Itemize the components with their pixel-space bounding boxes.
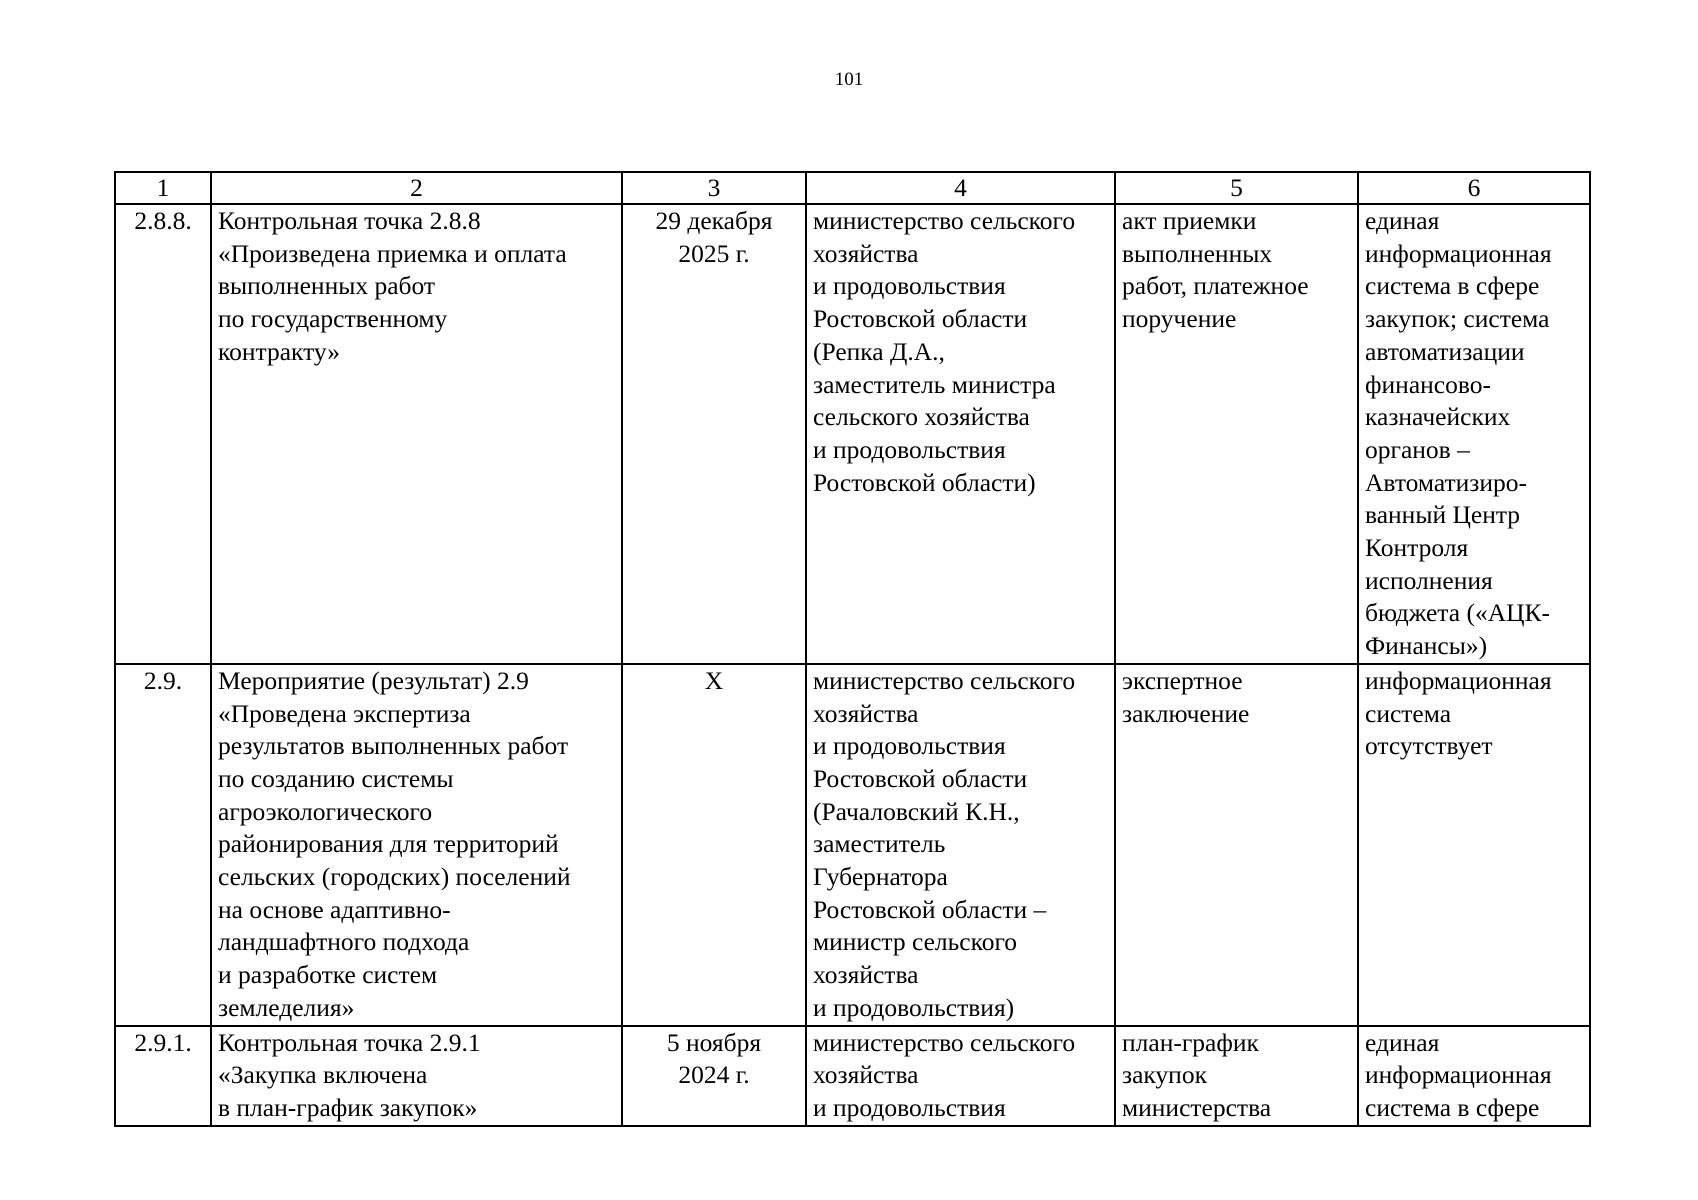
cell-text-line: система	[1365, 698, 1452, 728]
responsible-cell	[806, 664, 1115, 1026]
cell-text-line: и продовольствия	[813, 1092, 1006, 1122]
cell-text-line: земледелия»	[218, 992, 355, 1022]
cell-text-line: по созданию системы	[218, 763, 454, 793]
cell-text-line: Х	[704, 665, 724, 695]
column-header: 2	[211, 172, 622, 204]
cell-text-line: экспертное	[1122, 665, 1243, 695]
row-number-cell: 2.9.	[115, 664, 211, 1026]
cell-text-line: отсутствует	[1365, 731, 1493, 761]
table-row	[115, 204, 1590, 664]
cell-text-line: Автоматизиро-	[1365, 467, 1528, 497]
cell-text-line: поручение	[1122, 304, 1237, 334]
cell-text-line: 5 ноября	[666, 1027, 762, 1057]
table-row	[115, 664, 1590, 1026]
event-name-cell	[211, 664, 622, 1026]
cell-text-line: «Произведена приемка и оплата	[218, 238, 567, 268]
cell-text-line: в план-график закупок»	[218, 1092, 478, 1122]
cell-text-line: хозяйства	[813, 1060, 919, 1090]
cell-text-line: выполненных работ	[218, 271, 436, 301]
cell-text-line: финансово-	[1365, 369, 1491, 399]
cell-text-line: и продовольствия	[813, 271, 1006, 301]
cell-text-line: по государственному	[218, 304, 448, 334]
responsible-cell	[806, 1026, 1115, 1126]
cell-text-line: «Закупка включена	[218, 1060, 428, 1090]
cell-text-line: информационная	[1365, 665, 1552, 695]
cell-text-line: районирования для территорий	[218, 829, 559, 859]
document-cell	[1115, 664, 1358, 1026]
cell-text-line: система в сфере	[1365, 271, 1540, 301]
info-system-cell	[1358, 664, 1590, 1026]
cell-text-line: 2024 г.	[678, 1060, 750, 1090]
cell-text-line: министерство сельского	[813, 206, 1076, 235]
page-number: 101	[834, 69, 864, 90]
info-system-cell	[1358, 1026, 1590, 1126]
cell-text-line: автоматизации	[1365, 336, 1525, 366]
cell-text-line: бюджета («АЦК-	[1365, 598, 1551, 628]
cell-text-line: агроэкологического	[218, 796, 433, 826]
cell-text-line: информационная	[1365, 1060, 1552, 1090]
event-name-cell	[211, 1026, 622, 1126]
cell-text-line: заместитель	[813, 829, 946, 859]
cell-text-line: и разработке систем	[218, 960, 438, 990]
cell-text-line: министр сельского	[813, 927, 1018, 957]
cell-text-line: на основе адаптивно-	[218, 894, 451, 924]
cell-text-line: информационная	[1365, 238, 1552, 268]
cell-text-line: хозяйства	[813, 238, 919, 268]
table-row	[115, 1026, 1590, 1126]
cell-text-line: Губернатора	[813, 862, 948, 892]
cell-text-line: заключение	[1122, 698, 1250, 728]
cell-text-line: результатов выполненных работ	[218, 731, 569, 761]
row-number-cell: 2.8.8.	[115, 204, 211, 664]
cell-text-line: и продовольствия	[813, 731, 1006, 761]
cell-text-line: единая	[1365, 1027, 1440, 1057]
deadline-cell	[622, 664, 806, 1026]
cell-text-line: заместитель министра	[813, 369, 1056, 399]
column-header: 4	[806, 172, 1115, 204]
cell-text-line: министерство сельского	[813, 665, 1076, 695]
cell-text-line: система в сфере	[1365, 1092, 1540, 1122]
deadline-cell	[622, 204, 806, 664]
table-header-row	[115, 172, 1590, 204]
info-system-cell	[1358, 204, 1590, 664]
cell-text-line: хозяйства	[813, 698, 919, 728]
cell-text-line: и продовольствия)	[813, 992, 1015, 1022]
cell-text-line: Ростовской области –	[813, 894, 1047, 924]
cell-text-line: ландшафтного подхода	[218, 927, 470, 957]
cell-text-line: акт приемки	[1122, 206, 1257, 235]
event-name-cell	[211, 204, 622, 664]
cell-text-line: Финансы»)	[1365, 631, 1488, 661]
cell-text-line: 2025 г.	[678, 238, 750, 268]
column-header: 1	[115, 172, 211, 204]
cell-text-line: сельских (городских) поселений	[218, 862, 571, 892]
cell-text-line: министерство сельского	[813, 1027, 1076, 1057]
column-header: 5	[1115, 172, 1358, 204]
cell-text-line: ванный Центр	[1365, 500, 1521, 530]
cell-text-line: (Рачаловский К.Н.,	[813, 796, 1020, 826]
document-cell	[1115, 1026, 1358, 1126]
cell-text-line: закупок	[1122, 1060, 1207, 1090]
cell-text-line: исполнения	[1365, 565, 1493, 595]
cell-text-line: Ростовской области)	[813, 467, 1036, 497]
cell-text-line: министерства	[1122, 1092, 1272, 1122]
column-header: 3	[622, 172, 806, 204]
cell-text-line: 29 декабря	[655, 206, 773, 235]
cell-text-line: выполненных	[1122, 238, 1273, 268]
cell-text-line: «Проведена экспертиза	[218, 698, 471, 728]
schedule-table	[114, 171, 1591, 1127]
row-number-cell: 2.9.1.	[115, 1026, 211, 1126]
cell-text-line: сельского хозяйства	[813, 402, 1030, 432]
cell-text-line: хозяйства	[813, 960, 919, 990]
responsible-cell	[806, 204, 1115, 664]
cell-text-line: казначейских	[1365, 402, 1511, 432]
cell-text-line: Мероприятие (результат) 2.9	[218, 665, 529, 695]
cell-text-line: работ, платежное	[1122, 271, 1309, 301]
cell-text-line: единая	[1365, 206, 1440, 235]
cell-text-line: Контрольная точка 2.8.8	[218, 206, 481, 235]
cell-text-line: (Репка Д.А.,	[813, 336, 945, 366]
document-cell	[1115, 204, 1358, 664]
deadline-cell	[622, 1026, 806, 1126]
cell-text-line: органов –	[1365, 434, 1470, 464]
cell-text-line: Контрольная точка 2.9.1	[218, 1027, 481, 1057]
cell-text-line: план-график	[1122, 1027, 1259, 1057]
cell-text-line: закупок; система	[1365, 304, 1550, 334]
cell-text-line: Контроля	[1365, 533, 1469, 563]
cell-text-line: Ростовской области	[813, 304, 1028, 334]
cell-text-line: контракту»	[218, 336, 341, 366]
cell-text-line: и продовольствия	[813, 434, 1006, 464]
column-header: 6	[1358, 172, 1590, 204]
cell-text-line: Ростовской области	[813, 763, 1028, 793]
